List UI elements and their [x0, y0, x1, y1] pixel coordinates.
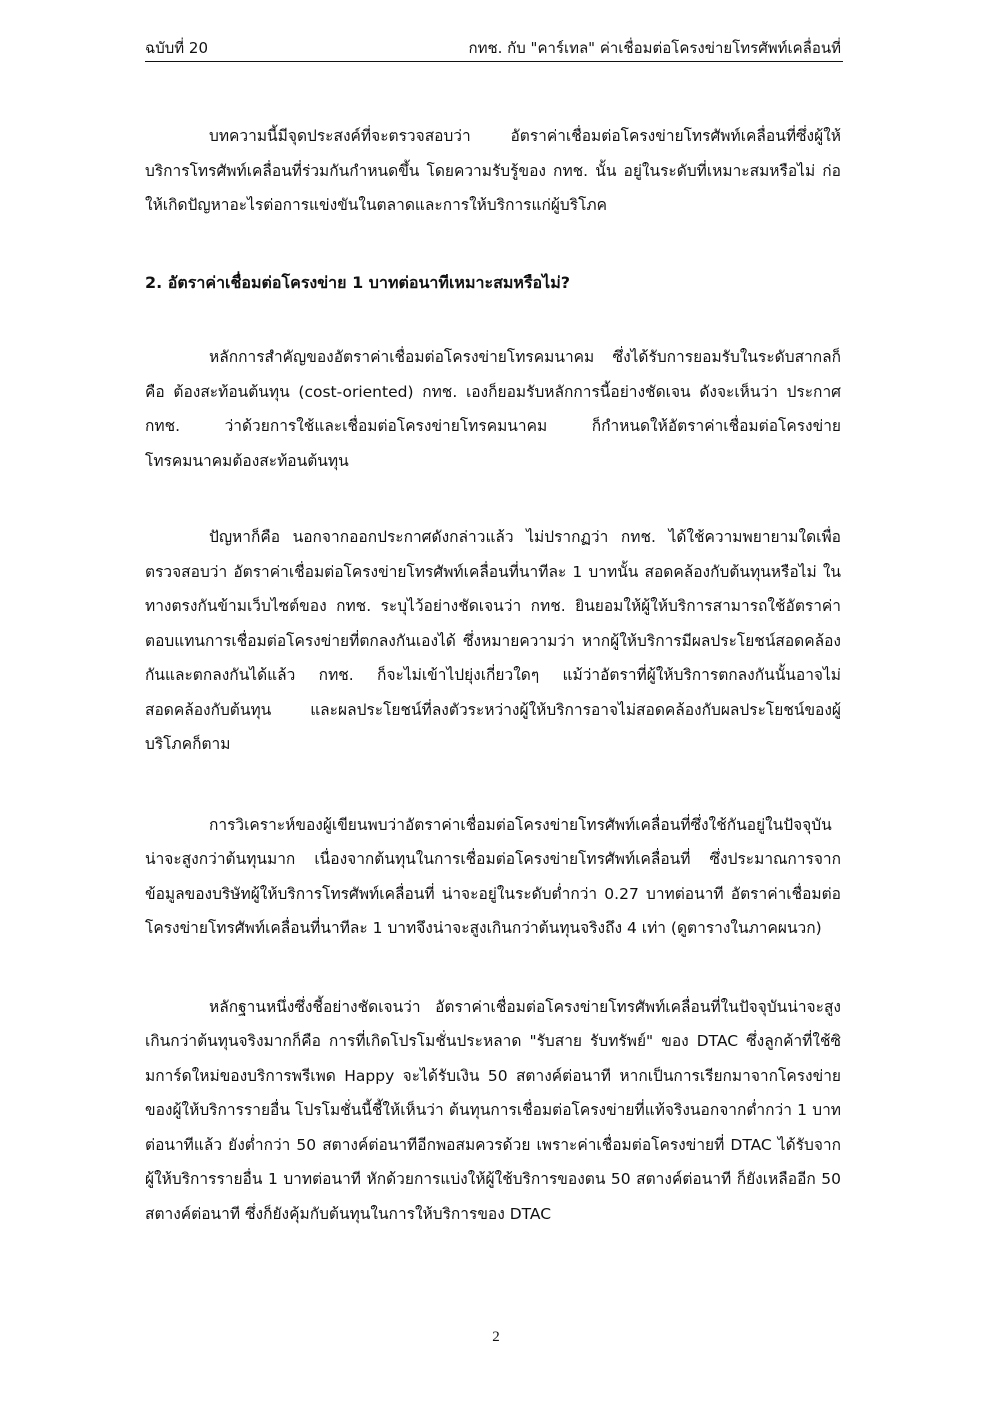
- paragraph-purpose: บทความนี้มีจุดประสงค์ที่จะตรวจสอบว่า อัตราค่าเชื่อมต่อโครงข่ายโทรศัพท์เคลื่อนที่ซึ่งผู้ให้บริการโทรศัพท์เคลื่อนที่ร่วมกันกำหนดขึ้น โดยความรับรู้ของ กทช. นั้น อยู่ในระดับที่เหมาะสมหรือไม่ ก่อให้เกิดปัญหาอะไรต่อการแข่งขันในตลาดและการให้บริการแก่ผู้บริโภค: [145, 127, 841, 214]
- section-heading: 2. อัตราค่าเชื่อมต่อโครงข่าย 1 บาทต่อนาทีเหมาะสมหรือไม่?: [145, 272, 571, 292]
- paragraph-evidence: หลักฐานหนึ่งซึ่งชี้อย่างชัดเจนว่า อัตราค่าเชื่อมต่อโครงข่ายโทรศัพท์เคลื่อนที่ในปัจจุบันน่าจะสูงเกินกว่าต้นทุนจริงมากก็คือ การที่เกิดโปรโมชั่นประหลาด "รับสาย รับทรัพย์" ของ DTAC ซึ่งลูกค้าที่ใช้ซิมการ์ดใหม่ของบริการพรีเพด Happy จะได้รับเงิน 50 สตางค์ต่อนาที หากเป็นการเรียกมาจากโครงข่ายของผู้ให้บริการรายอื่น โปรโมชั่นนี้ชี้ให้เห็นว่า ต้นทุนการเชื่อมต่อโครงข่ายที่แท้จริงนอกจากต่ำกว่า 1 บาทต่อนาทีแล้ว ยังต่ำกว่า 50 สตางค์ต่อนาทีอีกพอสมควรด้วย เพราะค่าเชื่อมต่อโครงข่ายที่ DTAC ได้รับจากผู้ให้บริการรายอื่น 1 บาทต่อนาที หักด้วยการแบ่งให้ผู้ใช้บริการของตน 50 สตางค์ต่อนาที ก็ยังเหลืออีก 50 สตางค์ต่อนาที ซึ่งก็ยังคุ้มกับต้นทุนในการให้บริการของ DTAC: [145, 997, 841, 1223]
- running-header: [145, 34, 841, 60]
- issue-number: ฉบับที่ 20: [145, 39, 209, 57]
- paragraph-principle: หลักการสำคัญของอัตราค่าเชื่อมต่อโครงข่ายโทรคมนาคม ซึ่งได้รับการยอมรับในระดับสากลก็คือ ต้องสะท้อนต้นทุน (cost-oriented) กทช. เองก็ยอมรับหลักการนี้อย่างชัดเจน ดังจะเห็นว่า ประกาศ กทช. ว่าด้วยการใช้และเชื่อมต่อโครงข่ายโทรคมนาคม ก็กำหนดให้อัตราค่าเชื่อมต่อโครงข่ายโทรคมนาคมต้องสะท้อนต้นทุน: [145, 348, 841, 470]
- article-body: [145, 119, 841, 1231]
- page-number: 2: [492, 1329, 500, 1345]
- header-divider: [145, 61, 843, 62]
- paragraph-analysis: การวิเคราะห์ของผู้เขียนพบว่าอัตราค่าเชื่อมต่อโครงข่ายโทรศัพท์เคลื่อนที่ซึ่งใช้กันอยู่ในปัจจุบันน่าจะสูงกว่าต้นทุนมาก เนื่องจากต้นทุนในการเชื่อมต่อโครงข่ายโทรศัพท์เคลื่อนที่ ซึ่งประมาณการจากข้อมูลของบริษัทผู้ให้บริการโทรศัพท์เคลื่อนที่ น่าจะอยู่ในระดับต่ำกว่า 0.27 บาทต่อนาที อัตราค่าเชื่อมต่อโครงข่ายโทรศัพท์เคลื่อนที่นาทีละ 1 บาทจึงน่าจะสูงเกินกว่าต้นทุนจริงถึง 4 เท่า (ดูตารางในภาคผนวก): [145, 815, 841, 937]
- paragraph-problem: ปัญหาก็คือ นอกจากออกประกาศดังกล่าวแล้ว ไม่ปรากฏว่า กทช. ได้ใช้ความพยายามใดเพื่อตรวจสอบว่า อัตราค่าเชื่อมต่อโครงข่ายโทรศัพท์เคลื่อนที่นาทีละ 1 บาทนั้น สอดคล้องกับต้นทุนหรือไม่ ในทางตรงกันข้ามเว็บไซต์ของ กทช. ระบุไว้อย่างชัดเจนว่า กทช. ยินยอมให้ผู้ให้บริการสามารถใช้อัตราค่าตอบแทนการเชื่อมต่อโครงข่ายที่ตกลงกันเองได้ ซึ่งหมายความว่า หากผู้ให้บริการมีผลประโยชน์สอดคล้องกันและตกลงกันได้แล้ว กทช. ก็จะไม่เข้าไปยุ่งเกี่ยวใดๆ แม้ว่าอัตราที่ผู้ให้บริการตกลงกันนั้นอาจไม่สอดคล้องกับต้นทุน และผลประโยชน์ที่ลงตัวระหว่างผู้ให้บริการอาจไม่สอดคล้องกับผลประโยชน์ของผู้บริโภคก็ตาม: [145, 528, 841, 753]
- running-title: กทช. กับ "คาร์เทล" ค่าเชื่อมต่อโครงข่ายโทรศัพท์เคลื่อนที่: [468, 39, 841, 57]
